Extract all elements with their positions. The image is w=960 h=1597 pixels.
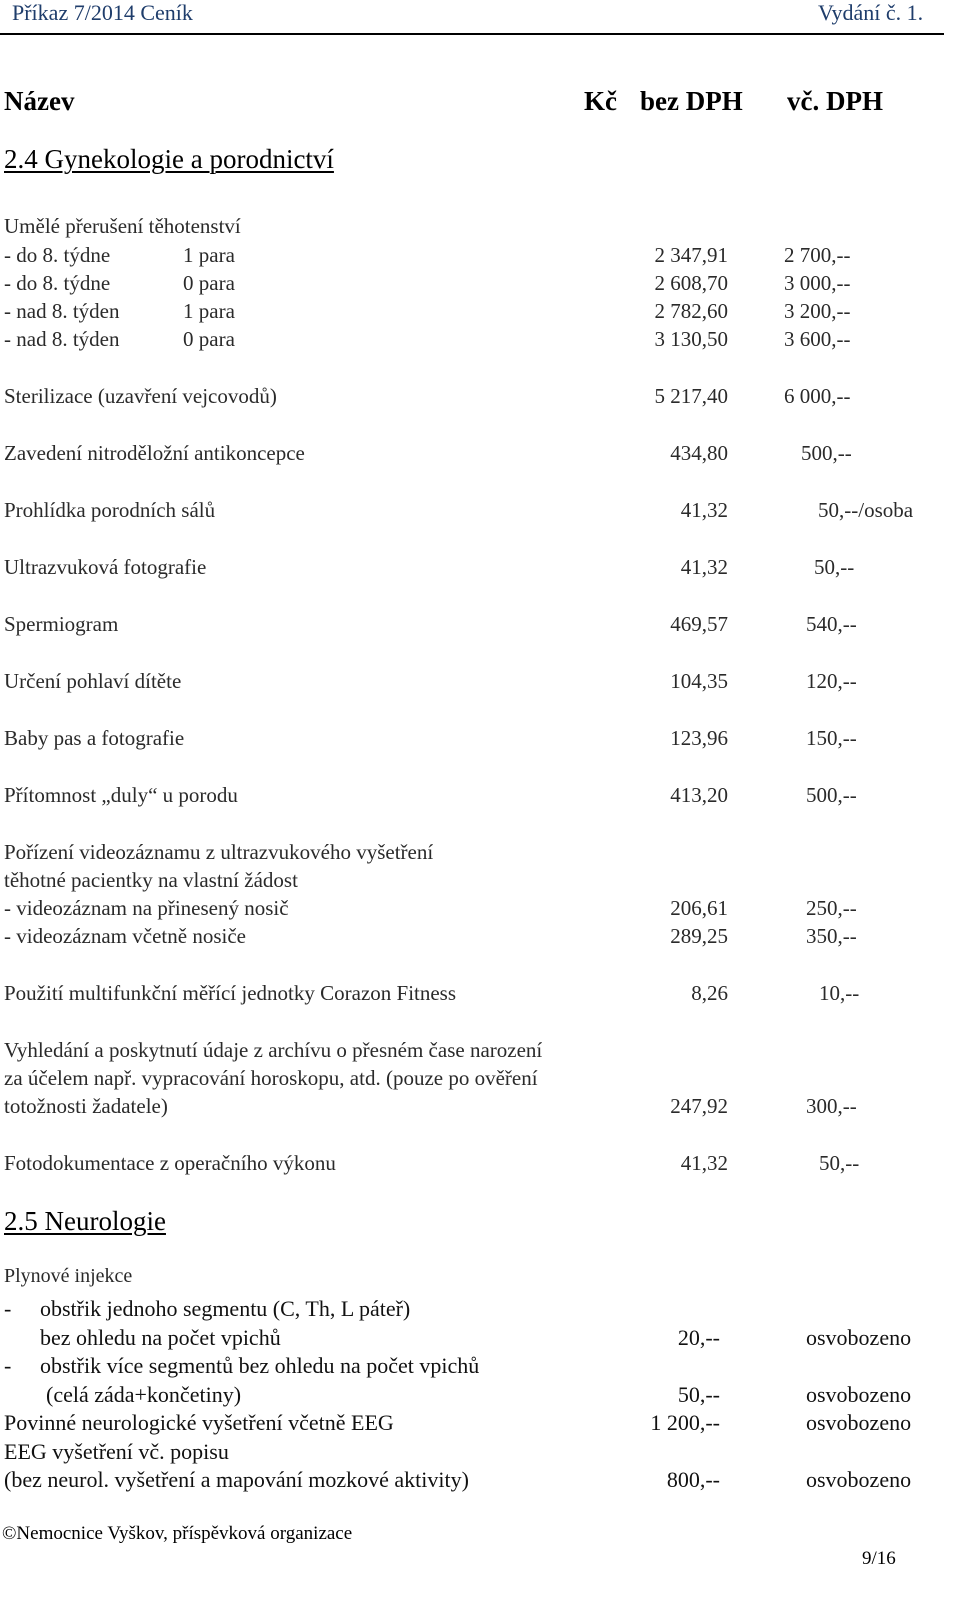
price-vc-dph: 500,--: [806, 783, 857, 807]
video-title-line-2: těhotné pacientky na vlastní žádost: [4, 868, 298, 892]
item-name: Spermiogram: [4, 612, 119, 636]
document-title: Příkaz 7/2014 Ceník: [12, 0, 193, 25]
list-dash: -: [4, 1296, 12, 1321]
neuro-item-line-2: (bez neurol. vyšetření a mapování mozkové aktivity): [4, 1467, 469, 1492]
neuro-item: Povinné neurologické vyšetření včetně EEG: [4, 1410, 394, 1435]
price-bez-dph: 2 608,70: [654, 271, 728, 295]
row-label: - do 8. týdne: [4, 271, 111, 295]
item-name: - videozáznam na přinesený nosič: [4, 896, 289, 920]
page-number: 9/16: [862, 1548, 896, 1569]
price-vc-dph: osvobozeno: [806, 1410, 912, 1435]
price-vc-dph: 350,--: [806, 924, 857, 948]
header-rule: [0, 33, 944, 35]
item-name: - videozáznam včetně nosiče: [4, 924, 246, 948]
item-name: Určení pohlaví dítěte: [4, 669, 182, 693]
neuro-item-line-1: obstřik jednoho segmentu (C, Th, L páteř): [40, 1296, 411, 1321]
item-name: Prohlídka porodních sálů: [4, 498, 216, 522]
list-dash: -: [4, 1353, 12, 1378]
neuro-item-line-2: bez ohledu na počet vpichů: [40, 1325, 281, 1350]
edition-label: Vydání č. 1.: [818, 0, 924, 25]
price-bez-dph: 3 130,50: [654, 327, 728, 351]
price-vc-dph: osvobozeno: [806, 1325, 912, 1350]
price-bez-dph: 413,20: [670, 783, 728, 807]
price-vc-dph: 3 000,--: [784, 271, 851, 295]
price-vc-dph: 3 600,--: [784, 327, 851, 351]
row-para: 0 para: [183, 327, 235, 351]
archiv-line-3: totožnosti žadatele): [4, 1094, 168, 1118]
section-title-gynekologie: 2.4 Gynekologie a porodnictví: [4, 144, 334, 174]
price-vc-dph: 300,--: [806, 1094, 857, 1118]
archiv-line-2: za účelem např. vypracování horoskopu, atd. (pouze po ověření: [4, 1066, 538, 1090]
price-bez-dph: 1 200,--: [650, 1410, 720, 1435]
row-para: 0 para: [183, 271, 235, 295]
item-name: Sterilizace (uzavření vejcovodů): [4, 384, 277, 408]
section-title-neurologie: 2.5 Neurologie: [4, 1206, 166, 1236]
plynove-injekce-title: Plynové injekce: [4, 1265, 133, 1287]
price-vc-dph: osvobozeno: [806, 1467, 912, 1492]
price-bez-dph: 8,26: [691, 981, 728, 1005]
row-para: 1 para: [183, 299, 235, 323]
price-bez-dph: 41,32: [680, 1151, 728, 1175]
row-para: 1 para: [183, 243, 235, 267]
price-vc-dph: 6 000,--: [784, 384, 851, 408]
item-name: Zavedení nitroděložní antikoncepce: [4, 441, 305, 465]
price-bez-dph: 5 217,40: [654, 384, 728, 408]
item-name: Použití multifunkční měřící jednotky Corazon Fitness: [4, 981, 457, 1005]
footer-organization: ©Nemocnice Vyškov, příspěvková organizace: [2, 1523, 353, 1544]
price-vc-dph: 3 200,--: [784, 299, 851, 323]
item-name: Ultrazvuková fotografie: [4, 555, 207, 579]
column-kc-heading: Kč: [584, 86, 617, 116]
price-bez-dph: 50,--: [677, 1382, 720, 1407]
price-bez-dph: 41,32: [680, 498, 728, 522]
price-vc-dph: osvobozeno: [806, 1382, 912, 1407]
price-vc-dph: 50,--: [819, 1151, 860, 1175]
price-bez-dph: 247,92: [670, 1094, 728, 1118]
price-vc-dph: 2 700,--: [784, 243, 851, 267]
row-label: - do 8. týdne: [4, 243, 111, 267]
item-name: Přítomnost „duly“ u porodu: [4, 783, 238, 807]
column-name-heading: Název: [4, 86, 75, 116]
price-bez-dph: 434,80: [670, 441, 728, 465]
price-vc-dph: 250,--: [806, 896, 857, 920]
price-vc-dph: 50,--: [814, 555, 855, 579]
price-vc-dph: 150,--: [806, 726, 857, 750]
column-bez-dph-heading: bez DPH: [640, 86, 743, 116]
price-bez-dph: 2 347,91: [654, 243, 728, 267]
video-title-line-1: Pořízení videozáznamu z ultrazvukového vyšetření: [4, 840, 434, 864]
umele-preruseni-title: Umělé přerušení těhotenství: [4, 214, 241, 238]
price-bez-dph: 41,32: [680, 555, 728, 579]
price-vc-dph: 500,--: [801, 441, 852, 465]
item-name: Fotodokumentace z operačního výkonu: [4, 1151, 336, 1175]
archiv-line-1: Vyhledání a poskytnutí údaje z archívu o přesném čase narození: [4, 1038, 543, 1062]
price-bez-dph: 469,57: [670, 612, 728, 636]
price-vc-dph: 50,--/osoba: [818, 498, 914, 522]
column-vc-dph-heading: vč. DPH: [787, 86, 883, 116]
price-bez-dph: 289,25: [670, 924, 728, 948]
price-vc-dph: 10,--: [819, 981, 860, 1005]
price-bez-dph: 104,35: [670, 669, 728, 693]
item-name: Baby pas a fotografie: [4, 726, 185, 750]
neuro-item-line-1: EEG vyšetření vč. popisu: [4, 1439, 229, 1464]
price-bez-dph: 800,--: [666, 1467, 720, 1492]
price-bez-dph: 2 782,60: [654, 299, 728, 323]
neuro-item-line-1: obstřik více segmentů bez ohledu na počet vpichů: [40, 1353, 480, 1378]
neuro-item-line-2: (celá záda+končetiny): [46, 1382, 242, 1407]
price-bez-dph: 123,96: [670, 726, 728, 750]
price-bez-dph: 20,--: [677, 1325, 720, 1350]
row-label: - nad 8. týden: [4, 327, 120, 351]
price-vc-dph: 120,--: [806, 669, 857, 693]
row-label: - nad 8. týden: [4, 299, 120, 323]
price-vc-dph: 540,--: [806, 612, 857, 636]
price-bez-dph: 206,61: [670, 896, 728, 920]
